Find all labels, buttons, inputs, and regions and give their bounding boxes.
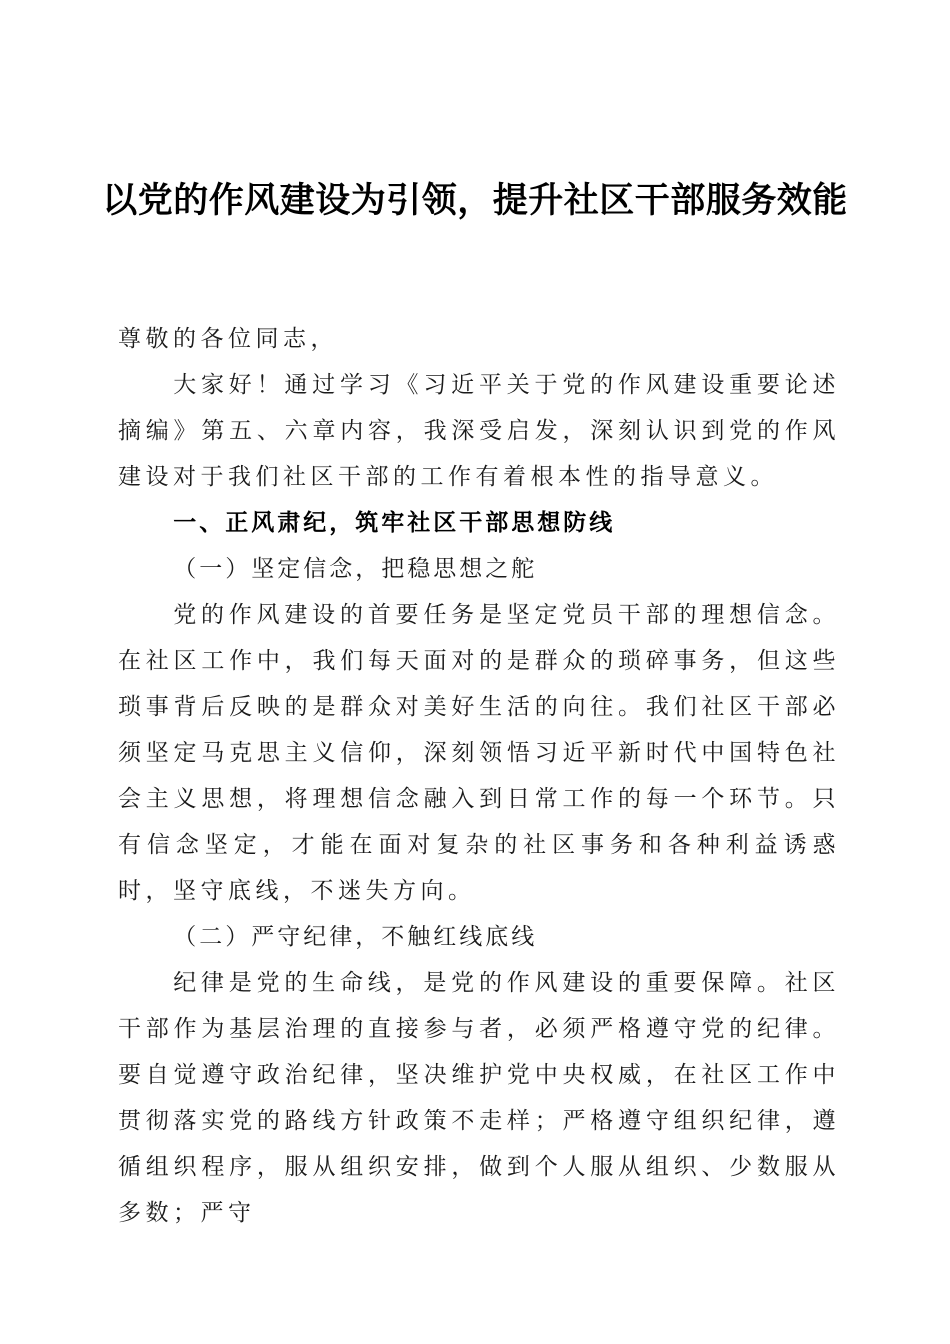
document-body bbox=[118, 316, 840, 1236]
document-title: 以党的作风建设为引领，提升社区干部服务效能 bbox=[102, 180, 848, 221]
subsection-heading-1: （一）坚定信念，把稳思想之舵 bbox=[173, 556, 538, 582]
subsection-paragraph-1: 党的作风建设的首要任务是坚定党员干部的理想信念。在社区工作中，我们每天面对的是群众的琐碎事务，但这些琐事背后反映的是群众对美好生活的向往。我们社区干部必须坚定马克思主义信仰，深刻领悟习近平新时代中国特色社会主义思想，将理想信念融入到日常工作的每一个环节。只有信念坚定，才能在面对复杂的社区事务和各种利益诱惑时，坚守底线，不迷失方向。 bbox=[118, 602, 840, 904]
section-heading: 一、正风肃纪，筑牢社区干部思想防线 bbox=[173, 510, 616, 536]
intro-paragraph: 大家好！通过学习《习近平关于党的作风建设重要论述摘编》第五、六章内容，我深受启发，深刻认识到党的作风建设对于我们社区干部的工作有着根本性的指导意义。 bbox=[118, 372, 840, 490]
subsection-heading-2: （二）严守纪律，不触红线底线 bbox=[173, 924, 538, 950]
greeting: 尊敬的各位同志， bbox=[118, 326, 338, 352]
subsection-paragraph-2: 纪律是党的生命线，是党的作风建设的重要保障。社区干部作为基层治理的直接参与者，必须严格遵守党的纪律。要自觉遵守政治纪律，坚决维护党中央权威，在社区工作中贯彻落实党的路线方针政策不走样；严格遵守组织纪律，遵循组织程序，服从组织安排，做到个人服从组织、少数服从多数；严守 bbox=[118, 970, 840, 1226]
